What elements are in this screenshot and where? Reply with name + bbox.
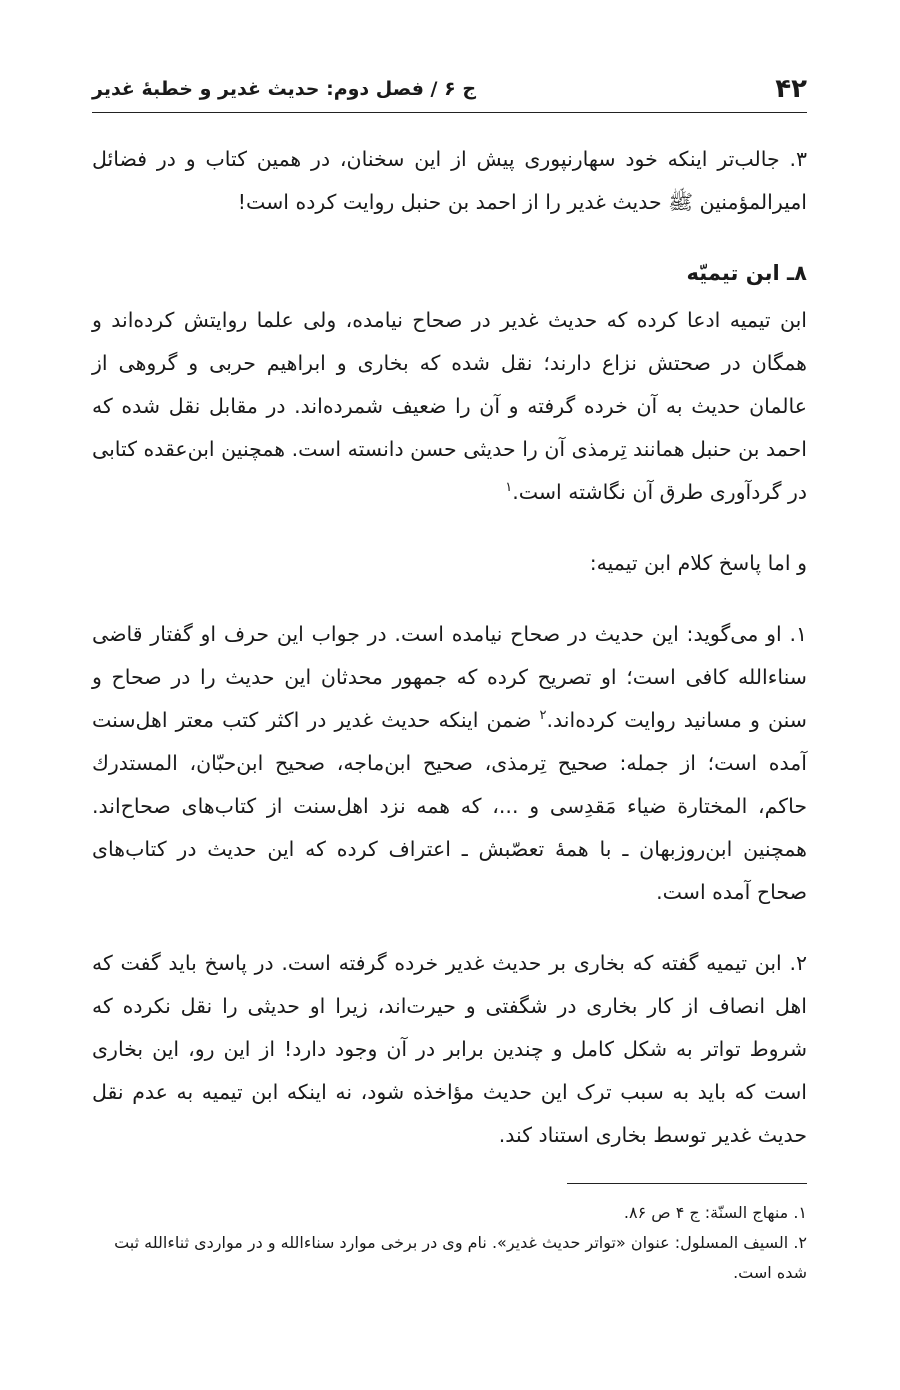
page-number: ۴۲ xyxy=(775,74,807,104)
paragraph-text: ۱. او می‌گوید: این حدیث در صحاح نیامده است. در جواب این حرف او گفتار قاضی سناءالله کافی است؛ او تصریح کرده که جمهور محدثان این حدیث را در صحاح و سنن و مسانید روایت کرده‌اند. xyxy=(92,622,807,732)
page-body xyxy=(92,138,807,1185)
footnote-marker[interactable]: ۲ xyxy=(539,708,547,724)
footnote-marker[interactable]: ۱ xyxy=(505,480,513,496)
running-head: ج ۶ / فصل دوم: حدیث غدیر و خطبۀ غدیر xyxy=(92,78,477,100)
page-header xyxy=(92,72,807,113)
footnotes xyxy=(92,1198,807,1288)
footnote: ۱. منهاج السنّة: ج ۴ ص ۸۶. xyxy=(623,1203,807,1222)
paragraph: و اما پاسخ کلام ابن تیمیه: xyxy=(589,551,807,575)
paragraph xyxy=(92,299,807,514)
paragraph xyxy=(92,613,807,914)
paragraph-text: ابن تیمیه ادعا کرده که حدیث غدیر در صحاح نیامده، ولی علما روایتش کرده‌اند و همگان در صحتش نزاع دارند؛ نقل شده که بخاری و ابراهیم حربی و گروهی از عالمان حدیث به آن خرده گرفته و آن را ضعیف شمرده‌اند. در مقابل نقل شده که احمد بن حنبل همانند تِرمذی آن را حدیثی حسن دانسته است. همچنین ابن‌عقده کتابی در گردآوری طرق آن نگاشته است. xyxy=(92,308,807,504)
intro-paragraph: ۳. جالب‌تر اینکه خود سهارنپوری پیش از این سخنان، در همین کتاب و در فضائل امیرالمؤمنین ﷺ حدیث غدیر را از احمد بن حنبل روایت کرده است! xyxy=(92,147,807,214)
paragraph: ۲. ابن تیمیه گفته که بخاری بر حدیث غدیر خرده گرفته است. در پاسخ باید گفت که اهل انصاف از کار بخاری در شگفتی و حیرت‌اند، زیرا او حدیثی را نقل نکرده که شروط تواتر به شکل کامل و چندین برابر در آن وجود دارد! از این رو، این بخاری است که باید به سبب ترک این حدیث مؤاخذه شود، نه اینکه ابن تیمیه به عدم نقل حدیث غدیر توسط بخاری استناد کند. xyxy=(92,951,807,1147)
section-heading: ۸ـ ابن تیمیّه xyxy=(686,261,807,285)
paragraph-text: ضمن اینکه حدیث غدیر در اکثر کتب معتر اهل‌سنت آمده است؛ از جمله: صحیح تِرمذی، صحیح ابن‌ماجه، صحیح ابن‌حبّان، المستدرك حاکم، المختارة ضیاء مَقدِسی و ...، که همه نزد اهل‌سنت از کتاب‌های صحاح‌اند. همچنین ابن‌روزبهان ـ با همۀ تعصّبش ـ اعتراف کرده که این حدیث در کتاب‌های صحاح آمده است. xyxy=(92,708,807,904)
footnote-divider xyxy=(567,1183,807,1184)
footnote: ۲. السیف المسلول: عنوان «تواتر حدیث غدیر». نام وی در برخی موارد سناءالله و در مواردی ثناءالله ثبت شده است. xyxy=(114,1233,807,1282)
